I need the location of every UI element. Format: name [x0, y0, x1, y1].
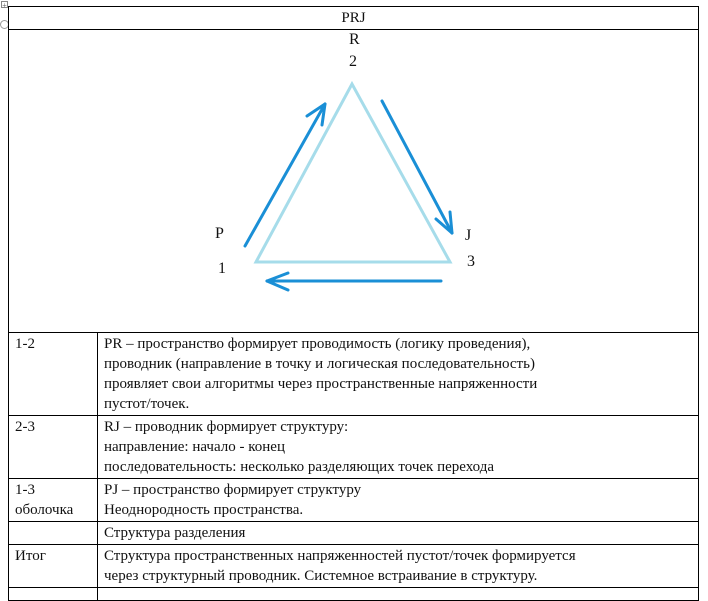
row-key [9, 522, 98, 545]
table-row [9, 545, 699, 588]
row-text [98, 522, 699, 545]
arrow-2-3 [382, 101, 452, 233]
text-line: пустот/точек. [104, 396, 190, 412]
text-line: RJ – проводник формирует структуру: [104, 419, 349, 435]
text-line: Структура пространственных напряженностей пустот/точек формируется [104, 548, 576, 564]
vertex-p-letter: P [215, 225, 224, 242]
text-line: последовательность: несколько разделяющих точек перехода [104, 459, 495, 475]
prj-triangle-diagram [9, 30, 698, 332]
table-select-handle[interactable]: + [2, 1, 7, 10]
row-text [98, 333, 699, 416]
vertex-p-number: 1 [218, 260, 226, 277]
row-key [9, 588, 98, 601]
table-row [9, 588, 699, 601]
arrow-3-1 [267, 273, 441, 290]
vertex-j-letter: J [465, 227, 472, 244]
row-text [98, 416, 699, 479]
text-line: проявляет свои алгоритмы через пространственные напряженности [104, 376, 538, 392]
row-key [9, 545, 98, 588]
table-title: PRJ [9, 7, 699, 30]
row-key [9, 416, 98, 479]
table-row [9, 333, 699, 416]
row-text [98, 545, 699, 588]
row-key [9, 333, 98, 416]
arrow-1-2 [245, 104, 325, 246]
text-line: Неоднородность пространства. [104, 502, 304, 518]
text-line: направление: начало - конец [104, 439, 285, 455]
prj-table [8, 6, 699, 601]
diagram-row [9, 30, 699, 333]
key-line: 2-3 [15, 419, 35, 435]
key-line: Итог [15, 548, 46, 564]
row-text [98, 479, 699, 522]
text-line: проводник (направление в точку и логическая последовательность) [104, 356, 535, 372]
vertex-r-letter: R [349, 31, 360, 48]
text-line: PR – пространство формирует проводимость (логику проведения), [104, 336, 531, 352]
key-line: оболочка [15, 502, 74, 518]
key-line: 1-3 [15, 482, 35, 498]
text-line: PJ – пространство формирует структуру [104, 482, 362, 498]
text-line: Структура разделения [104, 525, 246, 541]
key-line: 1-2 [15, 336, 35, 352]
diagram-cell [9, 30, 699, 333]
table-row [9, 522, 699, 545]
table-row [9, 479, 699, 522]
row-text [98, 588, 699, 601]
row-key [9, 479, 98, 522]
table-row [9, 416, 699, 479]
vertex-r-number: 2 [349, 53, 357, 70]
title-row [9, 7, 699, 30]
text-line: через структурный проводник. Системное встраивание в структуру. [104, 568, 538, 584]
vertex-j-number: 3 [467, 253, 475, 270]
